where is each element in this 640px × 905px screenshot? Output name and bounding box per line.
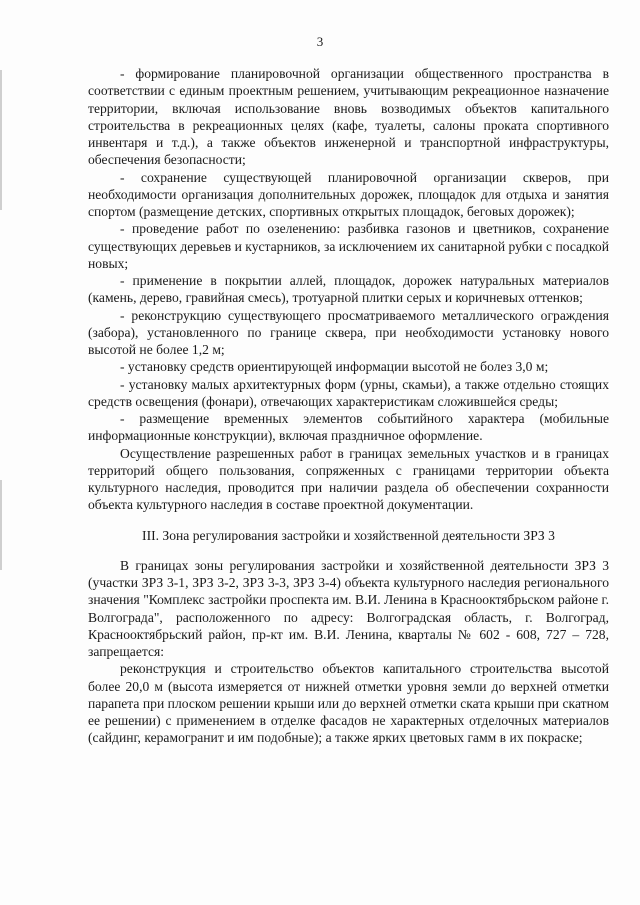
list-item: - проведение работ по озеленению: разбивка газонов и цветников, сохранение существующих деревьев и кустарников, за исключением их санитарной рубки с посадкой новых; [88,221,609,271]
section-heading: III. Зона регулирования застройки и хозяйственной деятельности ЗРЗ 3 [142,527,555,543]
scan-edge-mark [0,480,2,570]
list-item: - формирование планировочной организации общественного пространства в соответствии с единым проектным решением, учитывающим рекреационное назначение территории, включая использование вновь возводимых объектов капитального строительства в рекреационных целях (кафе, туалеты, салоны проката спортивного инвентаря и т.д.), а также объектов инженерной и транспортной инфраструктуры, обеспечения безопасности; [88,66,609,168]
list-item: - установку средств ориентирующей информации высотой не болез 3,0 м; [120,359,549,375]
page-number: 3 [316,34,324,49]
section-item: реконструкция и строительство объектов капитального строительства высотой более 20,0 м (высота измеряется от нижней отметки уровня земли до верхней отметки парапета при плоском решении крыши или до верхней отметки ската крыши при скатном ее решении) с применением в отделке фасадов не характерных отделочных материалов (сайдинг, керамогранит и им подобные); а также ярких цветовых гамм в их покраске; [88,661,609,746]
section-intro: В границах зоны регулирования застройки и хозяйственной деятельности ЗРЗ 3 (участки ЗРЗ 3-1, ЗРЗ 3-2, ЗРЗ 3-3, ЗРЗ 3-4) объекта культурного наследия регионального значения "Комплекс застройки проспекта им. В.И. Ленина в Краснооктябрьском районе г. Волгограда", расположенного по адресу: Волгоградская область, г. Волгоград, Краснооктябрьский район, пр-кт им. В.И. Ленина, кварталы № 602 - 608, 727 – 728, запрещается: [88,557,609,659]
document-body [88,65,609,747]
closing-paragraph: Осуществление разрешенных работ в границах земельных участков и в границах территорий общего пользования, сопряженных с границами территории объекта культурного наследия, проводится при наличии раздела об обеспечении сохранности объекта культурного наследия в составе проектной документации. [88,445,609,513]
list-item: - установку малых архитектурных форм (урны, скамьи), а также отдельно стоящих средств освещения (фонари), отвечающих характеристикам сложившейся среды; [88,376,609,409]
scan-edge-mark [0,70,2,210]
list-item: - размещение временных элементов событийного характера (мобильные информационные конструкции), включая праздничное оформление. [88,411,609,444]
list-item: - реконструкцию существующего просматриваемого металлического ограждения (забора), установленного по границе сквера, при необходимости установку нового высотой не более 1,2 м; [88,307,609,357]
list-item: - применение в покрытии аллей, площадок, дорожек натуральных материалов (камень, дерево, гравийная смесь), тротуарной плитки серых и коричневых оттенков; [88,273,609,306]
list-item: - сохранение существующей планировочной организации скверов, при необходимости организация дополнительных дорожек, площадок для отдыха и занятия спортом (размещение детских, спортивных открытых площадок, беговых дорожек); [88,169,609,219]
